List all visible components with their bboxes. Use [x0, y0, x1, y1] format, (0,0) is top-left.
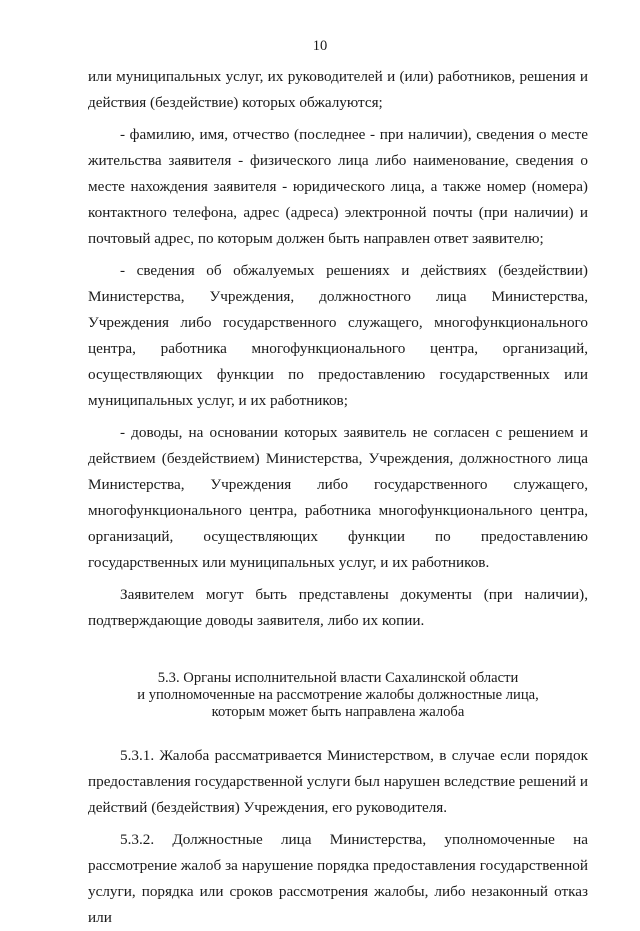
- paragraph-5-3-2: 5.3.2. Должностные лица Министерства, уполномоченные на рассмотрение жалоб за нарушение порядка предоставления государственной услуги, порядка или сроков рассмотрения жалобы, либо незаконный отказ или: [88, 831, 588, 926]
- heading-line: 5.3. Органы исполнительной власти Сахалинской области: [157, 670, 519, 686]
- paragraph-5-3-1: 5.3.1. Жалоба рассматривается Министерством, в случае если порядок предоставления государственной услуги был нарушен вследствие решений и действий (бездействия) Учреждения, его руководителя.: [88, 747, 588, 816]
- paragraph-appealed-decisions: - сведения об обжалуемых решениях и действиях (бездействии) Министерства, Учреждения, должностного лица Министерства, Учреждения либо государственного служащего, многофункционального центра, работника многофункционального центра, организаций, осуществляющих функции по предоставлению государственных или муниципальных услуг, и их работников;: [88, 262, 588, 409]
- heading-line: которым может быть направлена жалоба: [211, 704, 465, 720]
- paragraph-applicant-info: - фамилию, имя, отчество (последнее - при наличии), сведения о месте жительства заявителя - физического лица либо наименование, сведения о месте нахождения заявителя - юридического лица, а также номер (номера) контактного телефона, адрес (адреса) электронной почты (при наличии) и почтовый адрес, по которым должен быть направлен ответ заявителю;: [88, 126, 588, 247]
- section-heading: [88, 670, 588, 721]
- heading-line: и уполномоченные на рассмотрение жалобы должностные лица,: [137, 687, 539, 703]
- page-number: 10: [312, 38, 328, 54]
- paragraph-continuation: или муниципальных услуг, их руководителей и (или) работников, решения и действия (бездействие) которых обжалуются;: [88, 68, 588, 111]
- paragraph-arguments: - доводы, на основании которых заявитель не согласен с решением и действием (бездействием) Министерства, Учреждения, должностного лица Министерства, Учреждения либо государственного служащего, многофункционального центра, работника многофункционального центра, организаций, осуществляющих функции по предоставлению государственных или муниципальных услуг, и их работников.: [88, 424, 588, 571]
- document-body: [88, 64, 588, 931]
- paragraph-documents: Заявителем могут быть представлены документы (при наличии), подтверждающие доводы заявителя, либо их копии.: [88, 586, 588, 629]
